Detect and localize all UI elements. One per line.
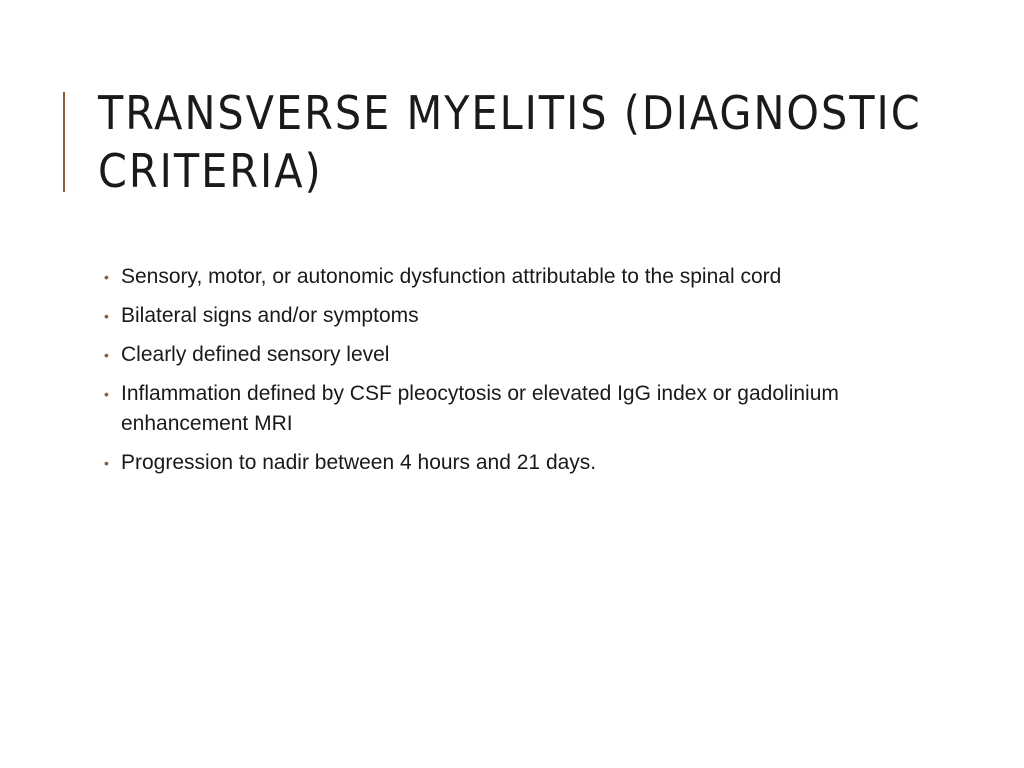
bullet-text: Bilateral signs and/or symptoms — [121, 304, 419, 327]
bullet-item — [104, 301, 894, 331]
bullet-item — [104, 448, 894, 478]
bullet-item — [104, 379, 894, 439]
title-accent-bar — [63, 92, 65, 192]
bullet-list — [104, 262, 894, 487]
slide-title: TRANSVERSE MYELITIS (DIAGNOSTIC CRITERIA) — [98, 86, 922, 198]
bullet-text: Clearly defined sensory level — [121, 343, 390, 366]
bullet-text: Sensory, motor, or autonomic dysfunction attributable to the spinal cord — [121, 265, 782, 288]
bullet-text: Progression to nadir between 4 hours and 21 days. — [121, 451, 597, 474]
bullet-dot-icon: • — [104, 269, 109, 285]
bullet-dot-icon: • — [104, 347, 109, 363]
bullet-item — [104, 262, 894, 292]
bullet-dot-icon: • — [104, 308, 109, 324]
bullet-item — [104, 340, 894, 370]
bullet-dot-icon: • — [104, 386, 109, 402]
bullet-text: Inflammation defined by CSF pleocytosis or elevated IgG index or gadolinium enhancement MRI — [121, 382, 839, 435]
bullet-dot-icon: • — [104, 455, 109, 471]
